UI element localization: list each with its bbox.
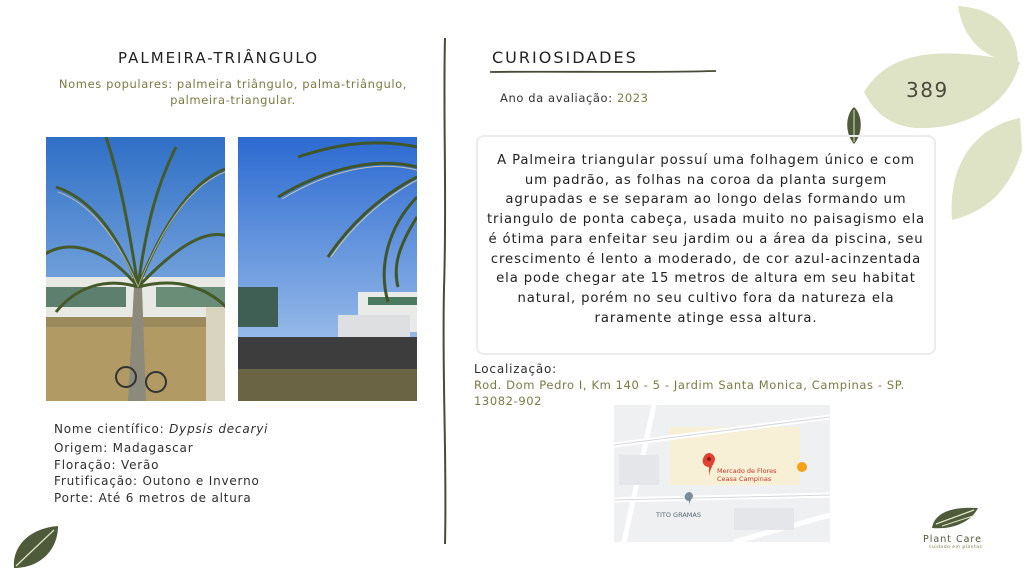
location-map[interactable] (614, 405, 830, 542)
evaluation-year-label: Ano da avaliação: (500, 91, 617, 105)
page-number: 389 (906, 78, 949, 102)
fruiting: Frutificação: Outono e Inverno (54, 474, 260, 488)
logo-tagline: cuidado em plantas (929, 545, 983, 550)
title-underline (490, 69, 716, 75)
map-nearby-label: TITO GRAMAS (656, 511, 701, 519)
map-poi-icon (797, 462, 807, 472)
map-place-label (717, 467, 777, 483)
scientific-name-label: Nome científico: (54, 422, 170, 436)
popular-names-line1: Nomes populares: palmeira triângulo, palma-triângulo, (58, 77, 408, 91)
plant-title: PALMEIRA-TRIÂNGULO (118, 49, 320, 67)
plant-photo-2 (238, 137, 417, 401)
plant-care-logo-icon (928, 502, 982, 532)
origin: Origem: Madagascar (54, 441, 194, 455)
popular-names-line2: palmeira-triangular. (170, 93, 296, 107)
location-label: Localização: (474, 362, 558, 376)
description-text: A Palmeira triangular possuí uma folhagem único e com um padrão, as folhas na coroa da planta surgem agrupadas e se separam ao longo delas formando um triangulo de ponta cabeça, usada muito no paisagismo ela é ótima para enfeitar seu jardim ou a área da piscina, seu crescimento é lento a moderado, de cor azul-acinzentada ela pode chegar ate 15 metros de altura em seu habitat natural, porém no seu cultivo fora da natureza ela raramente atinge essa altura. (486, 153, 925, 326)
vertical-divider (440, 38, 450, 544)
address-line2: 13082-902 (474, 394, 543, 408)
map-place-line1: Mercado de Flores (717, 467, 777, 475)
scientific-name-value: Dypsis decaryi (169, 422, 269, 436)
leaf-shape-lower (952, 118, 1022, 220)
scientific-name (54, 421, 268, 438)
curiosities-title: CURIOSIDADES (492, 48, 638, 67)
plant-photo-1 (46, 137, 225, 401)
plant-size: Porte: Até 6 metros de altura (54, 491, 252, 505)
evaluation-year (500, 91, 649, 105)
map-poi-pin-icon (685, 492, 693, 505)
evaluation-year-value: 2023 (616, 91, 649, 105)
decorative-leaf-bottom-left (10, 522, 62, 572)
flowering: Floração: Verão (54, 458, 160, 472)
map-place-line2: Ceasa Campinas (717, 475, 772, 483)
logo-name: Plant Care (923, 534, 982, 545)
address-line1: Rod. Dom Pedro I, Km 140 - 5 - Jardim Santa Monica, Campinas - SP. (474, 378, 905, 392)
